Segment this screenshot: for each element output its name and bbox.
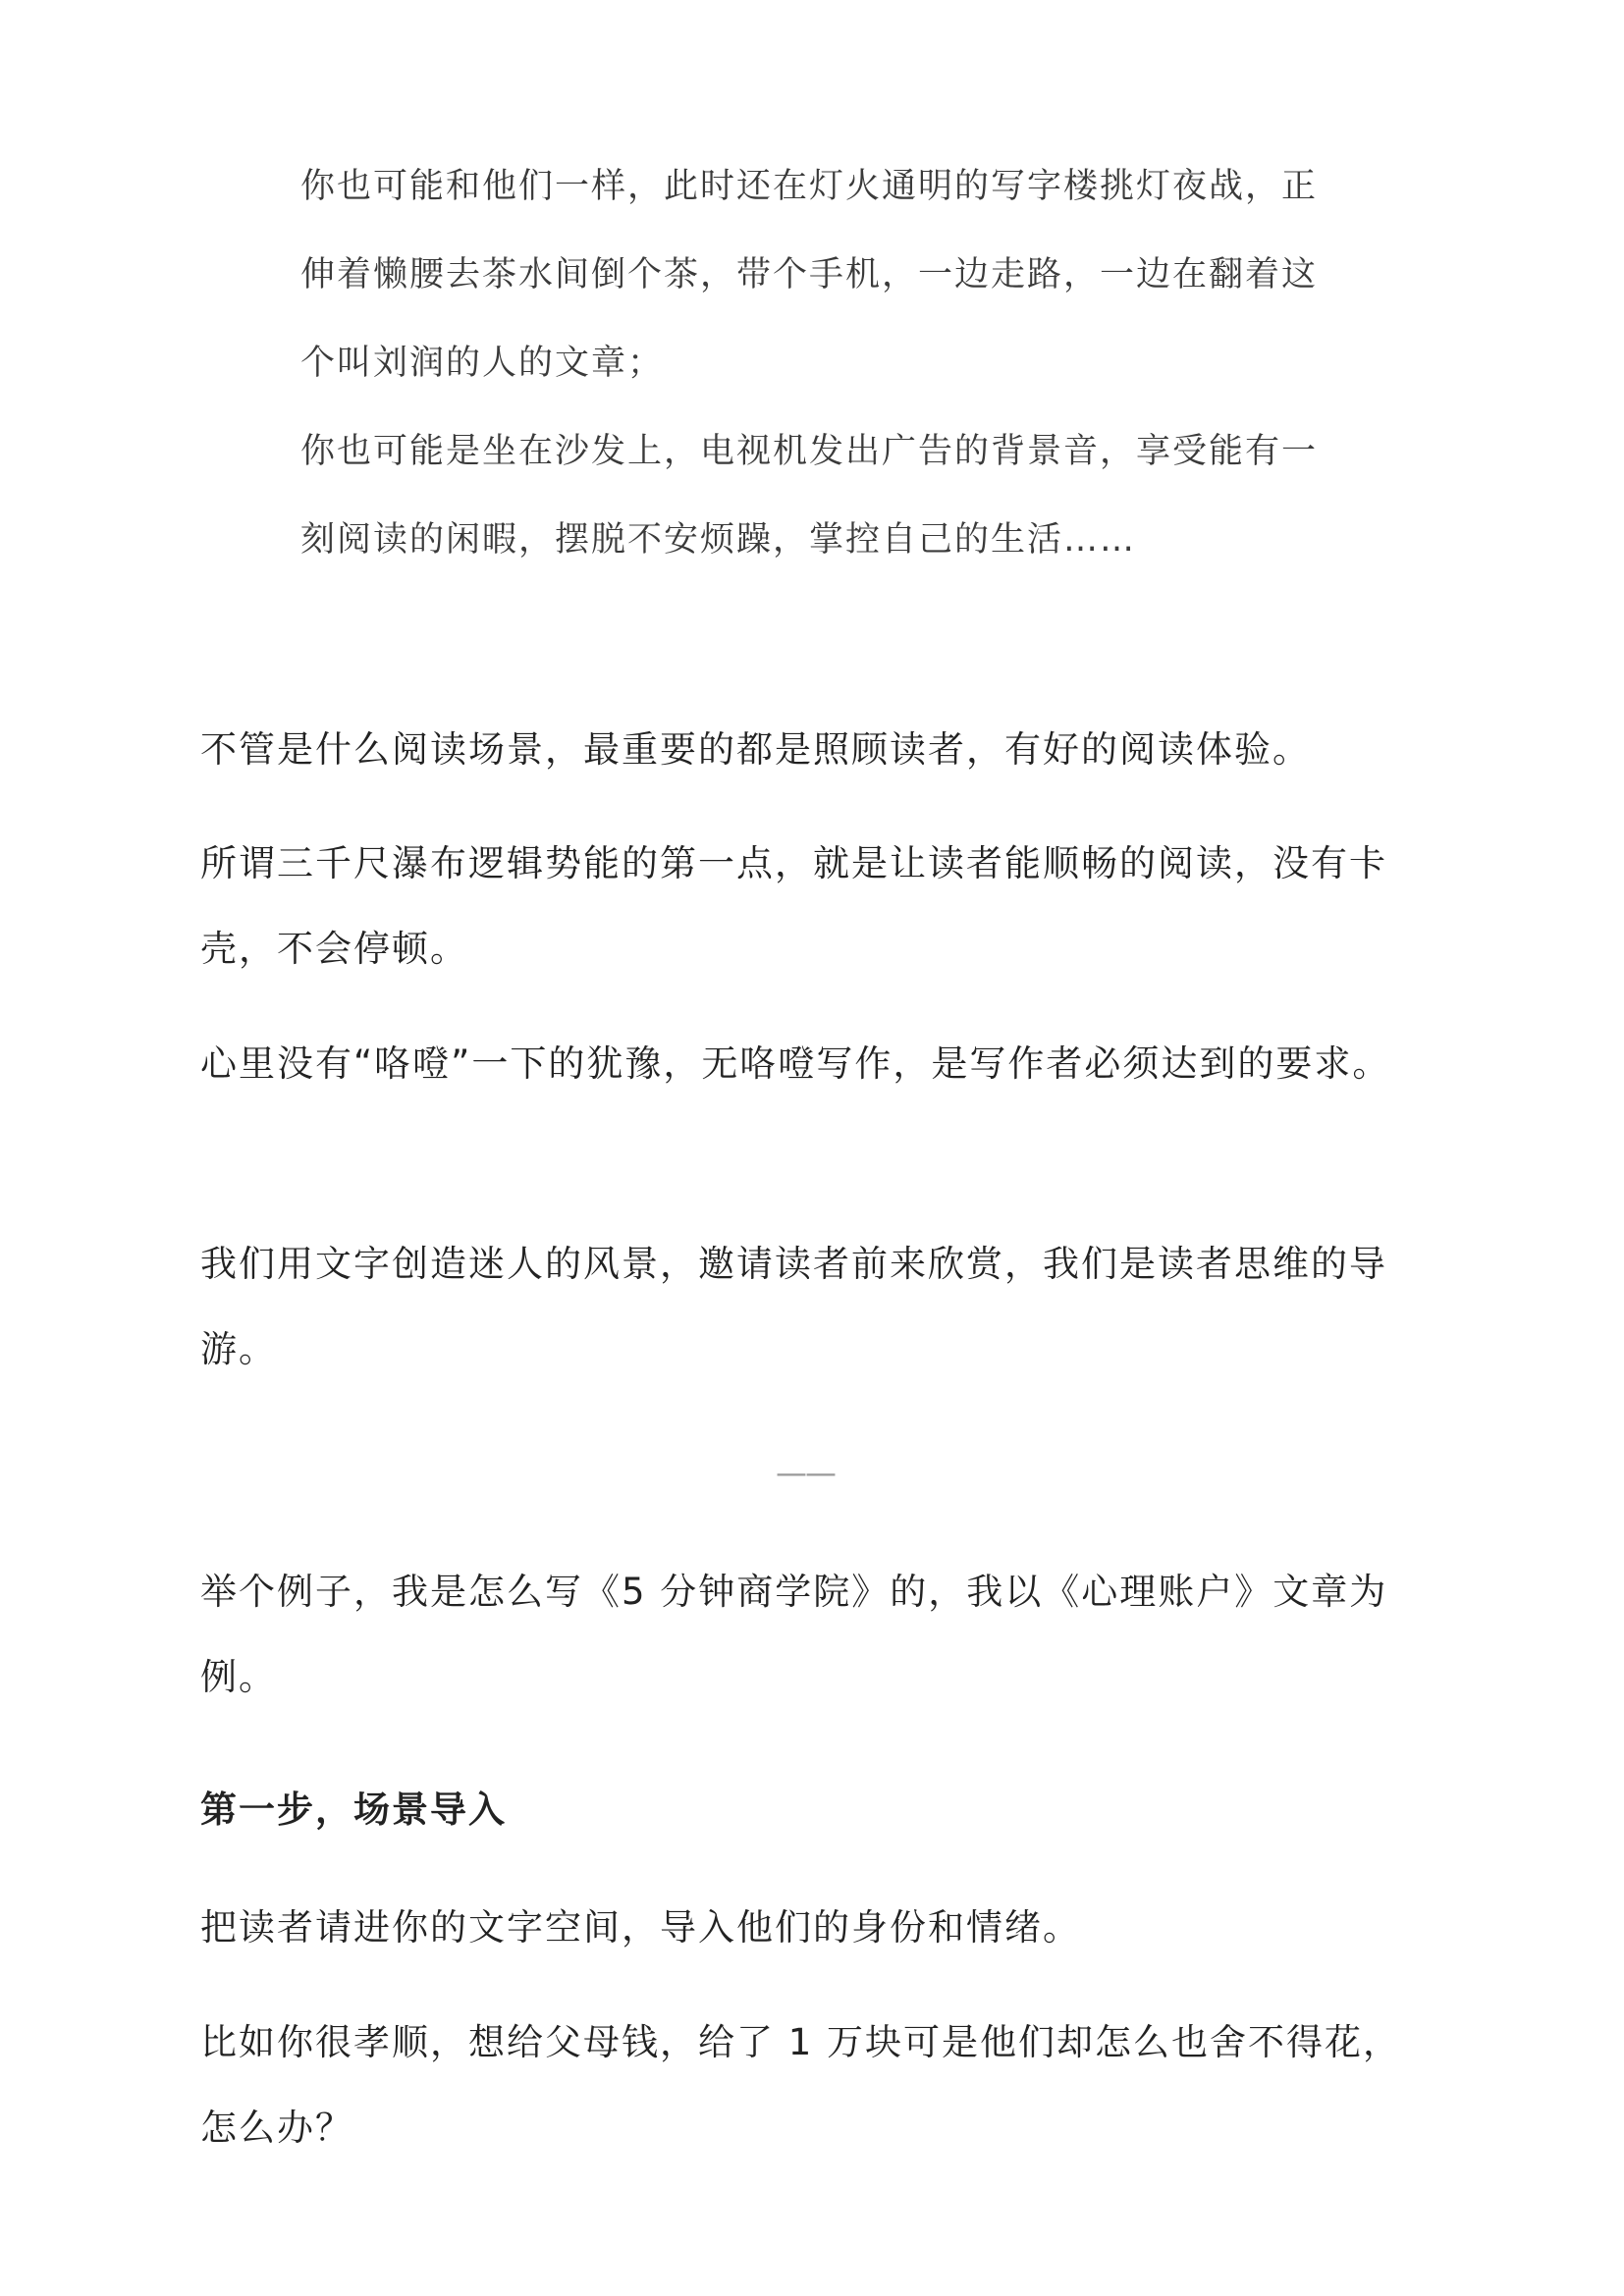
body-paragraph-6: 把读者请进你的文字空间，导入他们的身份和情绪。 [200, 1906, 1081, 1949]
body-paragraph-4: 我们用文字创造迷人的风景，邀请读者前来欣赏，我们是读者思维的导游。 [200, 1243, 1387, 1370]
body-paragraph-3: 心里没有“咯噔”一下的犹豫，无咯噔写作，是写作者必须达到的要求。 [200, 1042, 1391, 1085]
section-divider: —— [776, 1454, 835, 1491]
step-1-heading: 第一步，场景导入 [200, 1789, 507, 1831]
body-paragraph-5: 举个例子，我是怎么写《5 分钟商学院》的，我以《心理账户》文章为例。 [200, 1571, 1388, 1698]
body-paragraph-7: 比如你很孝顺，想给父母钱，给了 1 万块可是他们却怎么也舍不得花，怎么办？ [200, 2021, 1402, 2149]
quote-paragraph-2: 你也可能是坐在沙发上，电视机发出广告的背景音，享受能有一刻阅读的闲暇，摆脱不安烦躁，掌控自己的生活…… [300, 432, 1319, 560]
body-paragraph-1: 不管是什么阅读场景，最重要的都是照顾读者，有好的阅读体验。 [200, 728, 1311, 771]
quote-paragraph-1: 你也可能和他们一样，此时还在灯火通明的写字楼挑灯夜战，正伸着懒腰去茶水间倒个茶，带个手机，一边走路，一边在翻着这个叫刘润的人的文章； [300, 167, 1319, 383]
body-paragraph-2: 所谓三千尺瀑布逻辑势能的第一点，就是让读者能顺畅的阅读，没有卡壳，不会停顿。 [200, 842, 1387, 970]
